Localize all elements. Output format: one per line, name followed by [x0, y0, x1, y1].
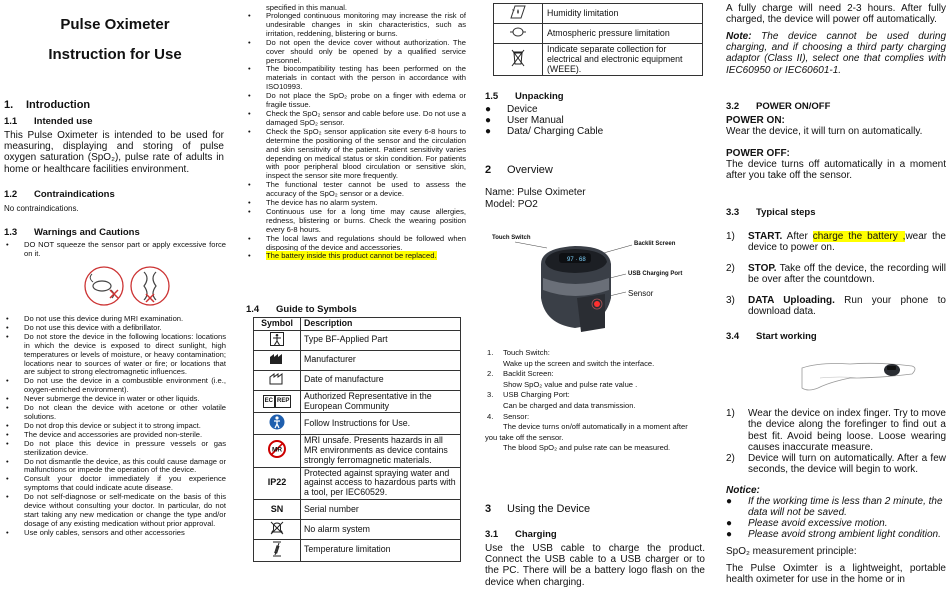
label-sensor: Sensor	[628, 289, 654, 298]
manufacturer-icon	[254, 350, 301, 370]
humidity-icon	[494, 4, 543, 24]
part-title: USB Charging Port:	[503, 390, 570, 400]
notice-item: ● Please avoid excessive motion.	[726, 518, 888, 529]
table-row	[254, 499, 461, 519]
step-text: Wear the device on index finger. Try to move the device along the forefinger to find out a best fit. Avoid being loose. Loose wearing causes inaccurate measure.	[748, 408, 946, 453]
table-row	[494, 44, 703, 76]
power-off-label: POWER OFF:	[726, 148, 790, 159]
pulse-oximeter-device-image	[485, 228, 713, 340]
table-header-row	[254, 318, 461, 331]
warning-item: • Use only cables, sensors and other accessories	[4, 529, 226, 538]
section-intended-use	[4, 116, 93, 127]
symbol-description: Follow Instructions for Use.	[301, 413, 461, 435]
table-header: Symbol	[254, 318, 301, 331]
section-guide-symbols	[246, 304, 357, 315]
section-title: POWER ON/OFF	[756, 101, 831, 112]
svg-text:MR: MR	[271, 446, 283, 454]
warning-item: • Do not place the SpO₂ probe on a finger with edema or fragile tissue.	[246, 92, 466, 110]
section-contraindications	[4, 189, 115, 200]
section-number: 1.3	[4, 227, 18, 238]
section-title: Typical steps	[756, 207, 816, 218]
warning-item: • Do not store the device in the following locations: locations in which the device is exposed to direct sunlight, high temperatures or levels of moisture, or heavy contamination; locations near to sources of water or fire; or locations that are subject to strong electromagnetic influences.	[4, 333, 226, 378]
power-off-text: The device turns off automatically in a moment after you take off the sensor.	[726, 159, 946, 182]
section-number: 1.2	[4, 189, 18, 200]
list-item: ● Data/ Charging Cable	[485, 126, 604, 137]
svg-text:%: %	[512, 8, 515, 13]
warning-item: • The biocompatibility testing has been performed on the materials in contact with the person in accordance with ISO10993.	[246, 65, 466, 92]
section-number: 2	[485, 164, 492, 176]
finger-wearing-illustration	[800, 348, 920, 396]
unpacking-list	[485, 104, 713, 137]
principle-label: SpO₂ measurement principle:	[726, 546, 857, 557]
symbol-description: Atmospheric pressure limitation	[543, 24, 703, 44]
section-title: Introduction	[26, 99, 91, 111]
sn-symbol: SN	[254, 499, 301, 519]
step-number: 1)	[726, 408, 735, 419]
symbol-description: Temperature limitation	[301, 539, 461, 561]
symbol-description: Indicate separate collection for electrical and electronic equipment (WEEE).	[543, 44, 703, 76]
power-on-label: POWER ON:	[726, 115, 785, 126]
list-item: ● Device	[485, 104, 538, 115]
label-usb-charging-port: USB Charging Port	[628, 271, 683, 277]
highlight-text: The battery inside this product cannot be replaced.	[266, 251, 437, 261]
section-number: 1.4	[246, 304, 260, 315]
temperature-limitation-icon	[254, 539, 301, 561]
section-start-working	[726, 331, 817, 342]
table-row	[254, 467, 461, 499]
part-item	[485, 369, 713, 380]
table-row	[254, 413, 461, 435]
contraindications-text: No contraindications.	[4, 204, 79, 213]
warning-item: • Do not use this device with a defibrillator.	[4, 324, 226, 333]
table-row	[254, 390, 461, 413]
list-item: ● User Manual	[485, 115, 564, 126]
section-power-on-off	[726, 101, 830, 112]
note-text: The device cannot be used during charging, and if choosing a third party charging adaptor (Class II), select one that complies with IEC60950 or IEC60601-1.	[726, 31, 946, 76]
warning-item: • Do not drop this device or subject it to strong impact.	[4, 422, 226, 431]
step-bold: DATA Uploading.	[748, 295, 835, 306]
part-number: 2.	[487, 369, 494, 379]
note-label: Note:	[726, 31, 752, 42]
follow-instructions-icon	[254, 413, 301, 435]
part-desc: The blood SpO₂ and pulse rate can be measured.	[503, 443, 671, 453]
step-item: 2) STOP. Take off the device, the recording will be over after the countdown.	[726, 263, 946, 286]
part-item	[485, 412, 713, 423]
step-bold: START.	[748, 231, 783, 242]
table-row	[254, 370, 461, 390]
work-step-item	[726, 408, 946, 453]
section-title: Warnings and Cautions	[34, 227, 140, 238]
svg-text:97 · 68: 97 · 68	[567, 257, 586, 263]
part-number: 3.	[487, 390, 494, 400]
section-overview	[485, 164, 553, 176]
part-title: Sensor:	[503, 411, 530, 421]
part-number: 4.	[487, 411, 494, 421]
charge-time-text: A fully charge will need 2-3 hours. After fully charged, the device will power off automatically.	[726, 3, 946, 26]
date-of-manufacture-icon	[254, 370, 301, 390]
symbol-description: Protected against spraying water and against access to hazardous parts with a tool, per IEC60529.	[301, 467, 461, 499]
warning-item: • The functional tester cannot be used to assess the accuracy of the SpO₂ sensor or a device.	[246, 181, 466, 199]
step-bold: STOP.	[748, 263, 777, 274]
symbol-description: No alarm system	[301, 519, 461, 539]
continued-text: specified in this manual.	[266, 3, 348, 12]
notice-label: Notice:	[726, 485, 760, 496]
power-on-text: Wear the device, it will turn on automatically.	[726, 126, 923, 137]
device-name: Name: Pulse Oximeter	[485, 187, 586, 198]
part-desc: Show SpO₂ value and pulse rate value .	[503, 379, 638, 389]
section-using-device	[485, 503, 590, 515]
part-title: Backlit Screen:	[503, 369, 554, 379]
symbol-description: Date of manufacture	[301, 370, 461, 390]
symbol-description: MRI unsafe. Presents hazards in all MR environments as device contains strongly ferromagnetic materials.	[301, 435, 461, 467]
warning-item: • Do not clean the device with acetone or other volatile solutions.	[4, 404, 226, 422]
notice-item: ● Please avoid strong ambient light condition.	[726, 529, 941, 540]
section-title: Guide to Symbols	[276, 304, 357, 315]
warnings-list	[4, 315, 226, 538]
weee-icon	[494, 44, 543, 76]
table-row	[254, 330, 461, 350]
notice-item: ● If the working time is less than 2 minute, the data will not be saved.	[726, 496, 946, 518]
warning-item: • The local laws and regulations should be followed when disposing of the device and accessories.	[246, 235, 466, 253]
step-text: Device will turn on automatically. After a few seconds, the device will begin to work.	[748, 453, 946, 476]
section-number: 3.2	[726, 101, 740, 112]
part-desc: Can be charged and data transmission.	[503, 400, 636, 410]
symbol-description: Authorized Representative in the European Community	[301, 390, 461, 413]
warning-item: • Do not place this device in pressure vessels or gas sterilization device.	[4, 440, 226, 458]
parts-list	[485, 348, 713, 454]
section-title: Charging	[515, 529, 557, 540]
symbol-description: Type BF-Applied Part	[301, 330, 461, 350]
section-charging	[485, 529, 557, 540]
section-number: 1.1	[4, 116, 18, 127]
device-model: Model: PO2	[485, 199, 538, 210]
symbol-description: Serial number	[301, 499, 461, 519]
mr-unsafe-icon	[254, 435, 301, 467]
section-title: Contraindications	[34, 189, 115, 200]
section-warnings	[4, 227, 140, 238]
warning-item: • Do not use this device during MRI examination.	[4, 315, 226, 324]
step-item: 3) DATA Uploading. Run your phone to download data.	[726, 295, 946, 318]
ec-rep-icon: EC REP	[254, 390, 301, 413]
part-item	[485, 390, 713, 401]
notice-list	[726, 496, 946, 540]
table-row	[494, 24, 703, 44]
section-title: Unpacking	[515, 91, 564, 102]
list-item-label: User Manual	[507, 115, 564, 126]
warning-item: • The device and accessories are provided non-sterile.	[4, 431, 226, 440]
warning-item: • Do not dismantle the device, as this could cause damage or malfunctions or impede the operation of the device.	[4, 458, 226, 476]
notice-text: Please avoid excessive motion.	[748, 518, 888, 529]
symbols-table	[253, 317, 461, 562]
part-item	[485, 348, 713, 359]
device-figure	[485, 228, 713, 340]
table-row	[254, 435, 461, 467]
section-number: 3.3	[726, 207, 740, 218]
highlight-text: charge the battery ,	[812, 231, 906, 242]
section-title: Intended use	[34, 116, 93, 127]
section-title: Start working	[756, 331, 817, 342]
section-title: Overview	[507, 164, 553, 176]
section-number: 1.5	[485, 91, 499, 102]
part-desc: you take off the sensor.	[485, 432, 564, 442]
atmospheric-pressure-icon	[494, 24, 543, 44]
section-number: 1.	[4, 99, 14, 111]
notice-text: Please avoid strong ambient light condition.	[748, 529, 941, 540]
table-row	[494, 4, 703, 24]
warning-item: • Consult your doctor immediately if you experience symptoms that could indicate acute disease.	[4, 475, 226, 493]
list-item-label: Device	[507, 104, 538, 115]
part-desc: The device turns on/off automatically in a moment after	[503, 422, 688, 432]
warning-item: • Do not self-diagnose or self-medicate on the basis of this device without consulting your doctor. In particular, do not start taking any new medication or change the type and/or dosage of any existing medication without prior approval.	[4, 493, 226, 529]
no-squeeze-illustration	[84, 264, 176, 308]
warning-item: • Continuous use for a long time may cause allergies, redness, blistering or burns. Check the wearing position every 6-8 hours.	[246, 208, 466, 235]
warning-item: • Never submerge the device in water or other liquids.	[4, 395, 226, 404]
section-unpacking	[485, 91, 564, 102]
warning-item: • Do not open the device cover without authorization. The cover should only be opened by a qualified service personnel.	[246, 39, 466, 66]
warning-item: • Prolonged continuous monitoring may increase the risk of undesirable changes in skin characteristics, such as irritation, reddening, blistering or burns.	[246, 12, 466, 39]
charging-text: Use the USB cable to charge the product. Connect the USB cable to a USB charger or to the PC. There will be a battery logo flash on the device when charging.	[485, 543, 705, 588]
symbol-description: Humidity limitation	[543, 4, 703, 24]
symbol-description: Manufacturer	[301, 350, 461, 370]
part-number: 1.	[487, 348, 494, 357]
section-title: Using the Device	[507, 503, 591, 515]
warning-item: • Check the SpO₂ sensor and cable before use. Do not use a damaged SpO₂ sensor.	[246, 110, 466, 128]
part-desc: Wake up the screen and switch the interface.	[503, 358, 655, 368]
step-number: 2)	[726, 263, 735, 274]
part-title: Touch Switch:	[503, 348, 550, 357]
table-row	[254, 519, 461, 539]
table-row	[254, 350, 461, 370]
warning-item-highlighted	[246, 252, 466, 261]
notice-text: If the working time is less than 2 minute, the data will not be saved.	[748, 496, 943, 518]
note-paragraph	[726, 31, 946, 76]
step-item: 1) START. After charge the battery ,wear the device to power on.	[726, 231, 946, 254]
label-backlit-screen: Backlit Screen	[634, 241, 676, 247]
warnings-list-continued	[246, 12, 466, 261]
doc-subtitle: Instruction for Use	[48, 46, 182, 63]
section-number: 3.1	[485, 529, 499, 540]
intended-use-text: This Pulse Oximeter is intended to be used for measuring, displaying and storing of pulse oxygen saturation (SpO₂), pulse rate of adults in home or healthcare facilities environment.	[4, 130, 224, 175]
doc-title: Pulse Oximeter	[60, 16, 170, 33]
symbols-table-continued	[493, 3, 703, 76]
section-typical-steps	[726, 207, 816, 218]
section-number: 3	[485, 503, 492, 515]
bf-applied-part-icon	[254, 330, 301, 350]
warning-item: • Check the SpO₂ sensor application site every 6-8 hours to determine the positioning of the sensor and the circulation and skin sensitivity of the patient. Patient sensitivity varies depending on medical status or skin condition. For patients with poor peripheral blood circulation or sensitive skin, inspect the sensor site more frequently.	[246, 128, 466, 181]
section-number: 3.4	[726, 331, 740, 342]
warning-item: • The device has no alarm system.	[246, 199, 466, 208]
principle-text: The Pulse Oximter is a lightweight, portable health oximeter for use in the home or in	[726, 563, 946, 586]
step-number: 1)	[726, 231, 735, 242]
ip22-symbol: IP22	[254, 467, 301, 499]
step-number: 3)	[726, 295, 735, 306]
warning-item: • Do not use the device in a combustible environment (i.e., oxygen-enriched environment).	[4, 377, 226, 395]
step-number: 2)	[726, 453, 735, 464]
table-header: Description	[301, 318, 461, 331]
list-item-label: Data/ Charging Cable	[507, 126, 604, 137]
work-step-item	[726, 453, 946, 476]
label-touch-switch: Touch Switch	[492, 235, 531, 241]
warning-item: • DO NOT squeeze the sensor part or apply excessive force on it.	[4, 241, 226, 259]
table-row	[254, 539, 461, 561]
no-alarm-icon	[254, 519, 301, 539]
section-introduction	[4, 99, 226, 111]
